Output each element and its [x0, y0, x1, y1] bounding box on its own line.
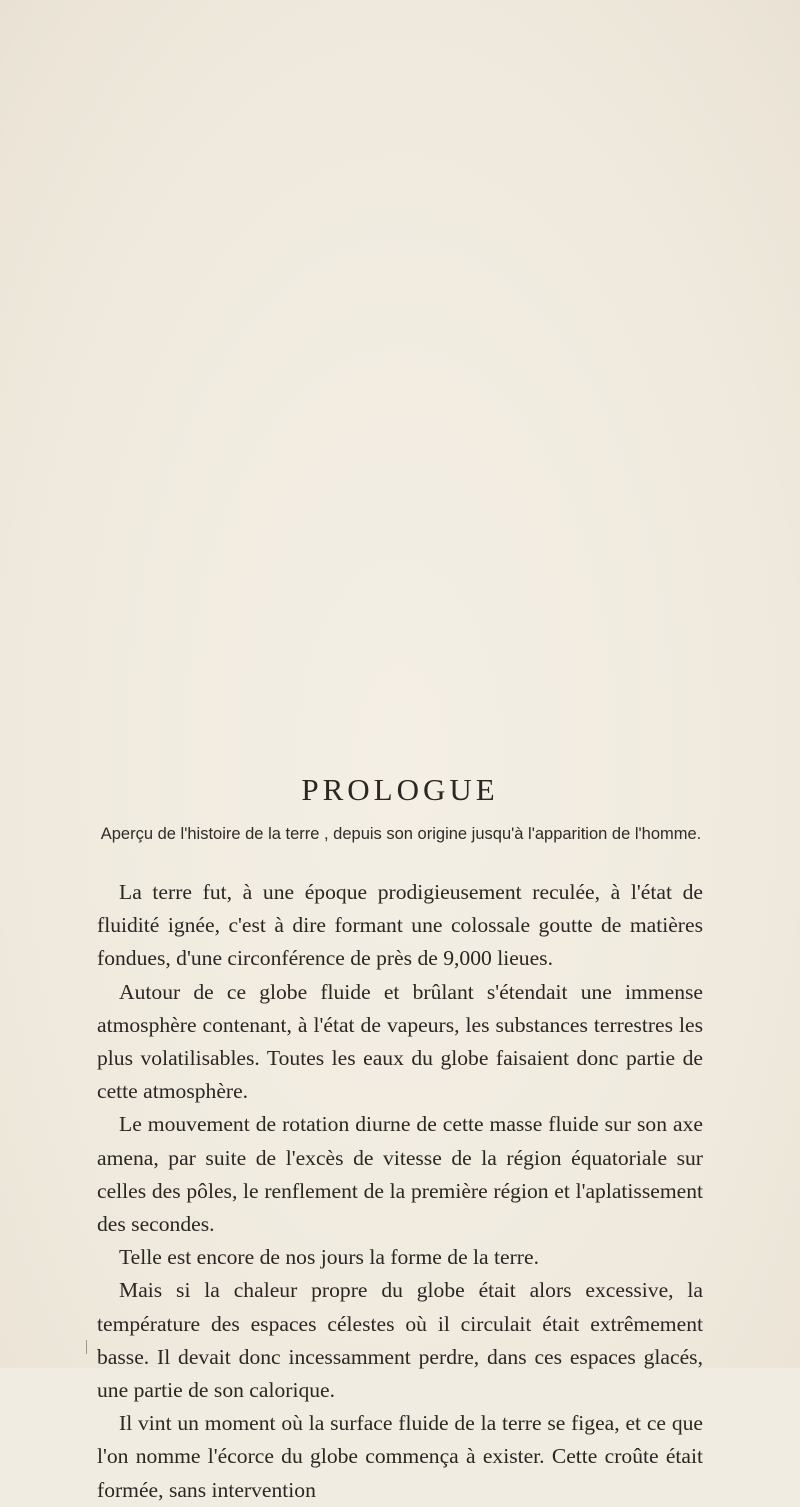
paragraph-1: La terre fut, à une époque prodigieusement reculée, à l'état de fluidité ignée, c'est à dire formant une colossale goutte de matières fondues, d'une circonférence de près de 9,000 lieues.: [97, 880, 703, 971]
margin-mark: [86, 1340, 87, 1354]
chapter-subtitle: Aperçu de l'histoire de la terre , depuis son origine jusqu'à l'apparition de l'homme.: [100, 825, 702, 843]
paragraph-4: Telle est encore de nos jours la forme de la terre.: [119, 1245, 539, 1270]
paragraph-6: Il vint un moment où la surface fluide de la terre se figea, et ce que l'on nomme l'écorce du globe commença à exister. Cette croûte était formée, sans intervention: [97, 1411, 703, 1502]
paragraph-5: Mais si la chaleur propre du globe était alors excessive, la température des espaces célestes où il circulait était extrêmement basse. Il devait donc incessamment perdre, dans ces espaces glacés, une partie de son calorique.: [97, 1278, 703, 1403]
paragraph-3: Le mouvement de rotation diurne de cette masse fluide sur son axe amena, par suite de l'excès de vitesse de la région équatoriale sur celles des pôles, le renflement de la première région et l'aplatissement des secondes.: [97, 1112, 703, 1237]
chapter-title: PROLOGUE: [301, 772, 499, 807]
paragraph-2: Autour de ce globe fluide et brûlant s'étendait une immense atmosphère contenant, à l'état de vapeurs, les substances terrestres les plus volatilisables. Toutes les eaux du globe faisaient donc partie de cette atmosphère.: [97, 979, 703, 1104]
body-text: [97, 876, 703, 1507]
